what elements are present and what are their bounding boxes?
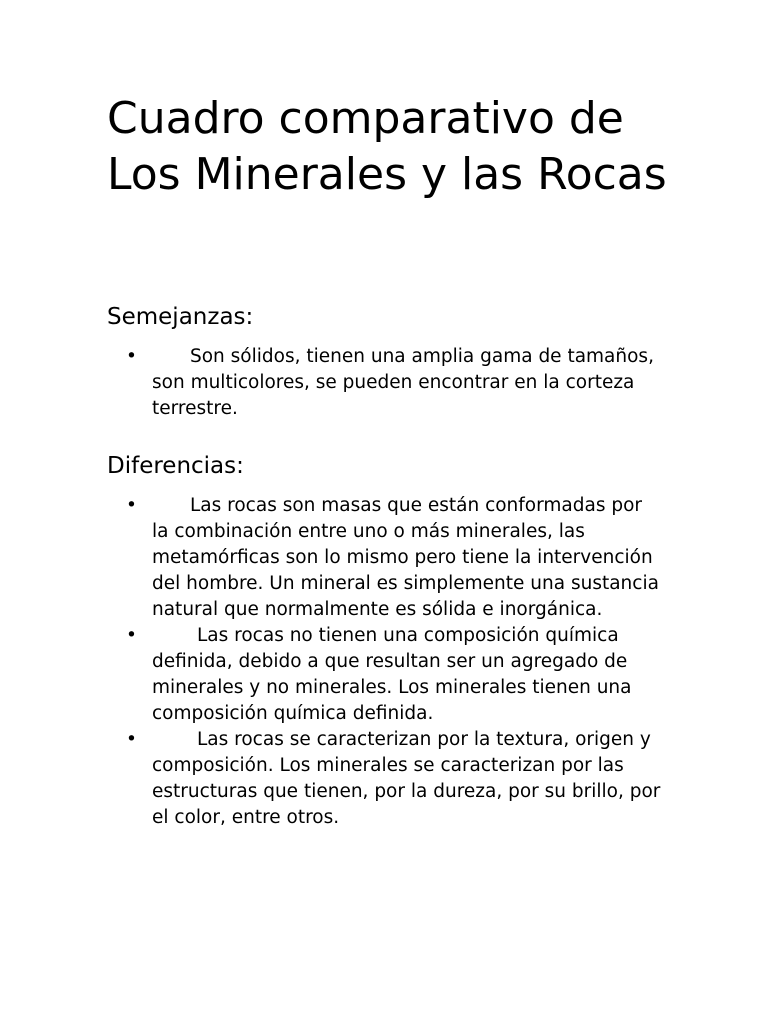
list-item-text: Las rocas no tienen una composición química definida, debido a que resultan ser un agregado de minerales y no minerales. Los minerales tienen una composición química definida. <box>152 625 632 724</box>
section-heading-semejanzas: Semejanzas: <box>107 304 254 330</box>
list-item-text: Son sólidos, tienen una amplia gama de tamaños, son multicolores, se pueden encontrar en la corteza terrestre. <box>152 346 654 419</box>
list-item <box>0 727 662 831</box>
bullet-icon: • <box>126 495 137 516</box>
bullet-icon: • <box>126 346 137 367</box>
bullet-icon: • <box>126 729 137 750</box>
diferencias-list <box>0 493 768 831</box>
list-item-text: Las rocas se caracterizan por la textura, origen y composición. Los minerales se caracterizan por las estructuras que tienen, por la dureza, por su brillo, por el color, entre otros. <box>152 729 661 828</box>
list-item <box>0 344 662 422</box>
list-item-text: Las rocas son masas que están conformadas por la combinación entre uno o más minerales, las metamórficas son lo mismo pero tiene la intervención del hombre. Un mineral es simplemente una sustancia natural que normalmente es sólida e inorgánica. <box>152 495 659 620</box>
list-item <box>0 623 662 727</box>
section-heading-diferencias: Diferencias: <box>107 453 244 479</box>
list-item <box>0 493 662 623</box>
semejanzas-list <box>0 344 768 422</box>
bullet-icon: • <box>126 625 137 646</box>
document-title: Cuadro comparativo de Los Minerales y las Rocas <box>107 93 667 200</box>
